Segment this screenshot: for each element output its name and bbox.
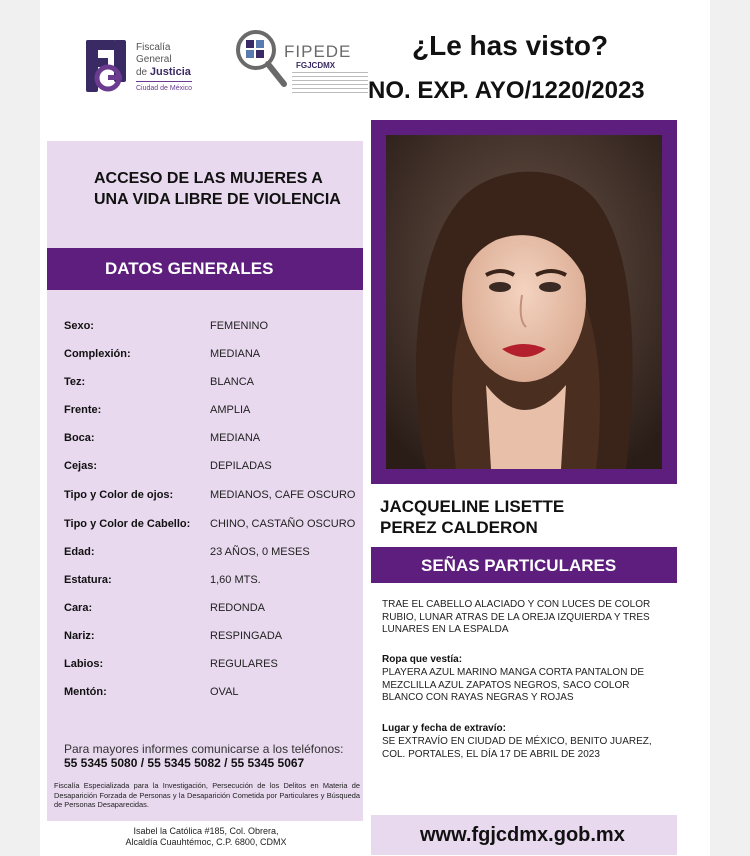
legal-text: Fiscalía Especializada para la Investigación, Persecución de los Delitos en Materia de Desaparición Forzada de Personas y la Desaparición Cometida por Particulares y Búsqueda de Personas Desaparecidas. bbox=[54, 781, 360, 809]
field-label: Labios: bbox=[64, 658, 104, 670]
fgj-logo-text bbox=[136, 42, 192, 95]
field-row bbox=[64, 574, 364, 590]
field-row bbox=[64, 404, 364, 420]
field-row bbox=[64, 489, 364, 505]
field-value: 1,60 MTS. bbox=[210, 574, 261, 586]
general-data-title: DATOS GENERALES bbox=[105, 259, 274, 278]
fgj-emblem-icon bbox=[84, 38, 130, 94]
field-value: BLANCA bbox=[210, 376, 255, 388]
field-label: Sexo: bbox=[64, 320, 94, 332]
field-row bbox=[64, 320, 364, 336]
field-label: Cara: bbox=[64, 602, 93, 614]
field-label: Edad: bbox=[64, 546, 95, 558]
field-row bbox=[64, 658, 364, 674]
field-label: Nariz: bbox=[64, 630, 95, 642]
person-name bbox=[380, 496, 564, 538]
field-row bbox=[64, 630, 364, 646]
distinctive-marks-text: TRAE EL CABELLO ALACIADO Y CON LUCES DE COLOR RUBIO, LUNAR ATRAS DE LA OREJA IZQUIERDA Y TRES LUNARES EN LA ESPALDA bbox=[382, 599, 651, 635]
field-row bbox=[64, 432, 364, 448]
field-value: CHINO, CASTAÑO OSCURO bbox=[210, 518, 356, 530]
field-row bbox=[64, 460, 364, 476]
field-label: Tipo y Color de Cabello: bbox=[64, 518, 191, 530]
field-label: Tez: bbox=[64, 376, 86, 388]
field-row bbox=[64, 376, 364, 392]
field-label: Cejas: bbox=[64, 460, 98, 472]
address bbox=[76, 826, 336, 848]
field-value: MEDIANA bbox=[210, 348, 261, 360]
field-value: AMPLIA bbox=[210, 404, 251, 416]
distinctive-marks-title: SEÑAS PARTICULARES bbox=[421, 556, 617, 575]
field-label: Frente: bbox=[64, 404, 102, 416]
field-row bbox=[64, 686, 364, 702]
distinctive-marks-header bbox=[371, 547, 677, 583]
fipede-fine-print bbox=[292, 72, 368, 94]
page-margin-right bbox=[710, 0, 750, 856]
field-value: REGULARES bbox=[210, 658, 278, 670]
general-data-panel bbox=[47, 141, 363, 821]
website-url[interactable]: www.fgjcdmx.gob.mx bbox=[420, 824, 625, 846]
field-label: Tipo y Color de ojos: bbox=[64, 489, 174, 501]
field-label: Mentón: bbox=[64, 686, 107, 698]
field-value: FEMENINO bbox=[210, 320, 269, 332]
field-row bbox=[64, 518, 364, 534]
fgj-logo-line3-prefix: de bbox=[136, 67, 148, 78]
place-text: SE EXTRAVÍO EN CIUDAD DE MÉXICO, BENITO JUAREZ, COL. PORTALES, EL DÍA 17 DE ABRIL DE 2023 bbox=[382, 736, 652, 760]
field-row bbox=[64, 546, 364, 562]
field-row bbox=[64, 602, 364, 618]
person-photo bbox=[386, 135, 662, 469]
field-label: Boca: bbox=[64, 432, 95, 444]
person-name-line1: JACQUELINE LISETTE bbox=[380, 497, 565, 516]
contact-text: Para mayores informes comunicarse a los teléfonos: bbox=[64, 742, 344, 756]
clothing-title: Ropa que vestía: bbox=[382, 654, 463, 665]
page-margin-left bbox=[0, 0, 40, 856]
field-value: MEDIANOS, CAFE OSCURO bbox=[210, 489, 356, 501]
fipede-logo bbox=[232, 28, 372, 98]
magnifier-icon bbox=[232, 28, 292, 98]
field-label: Complexión: bbox=[64, 348, 131, 360]
fipede-logo-sub: FGJCDMX bbox=[296, 61, 336, 70]
fgj-logo-line4: Ciudad de México bbox=[136, 81, 192, 95]
fgj-logo bbox=[84, 38, 216, 98]
field-label: Estatura: bbox=[64, 574, 112, 586]
fipede-logo-name: FIPEDE bbox=[284, 42, 352, 61]
portrait-illustration bbox=[386, 135, 662, 469]
phone-numbers: 55 5345 5080 / 55 5345 5082 / 55 5345 5067 bbox=[64, 756, 305, 770]
fgj-logo-line2: General bbox=[136, 54, 172, 65]
field-row bbox=[64, 348, 364, 364]
field-value: OVAL bbox=[210, 686, 239, 698]
fgj-logo-line3 bbox=[136, 66, 192, 79]
person-name-line2: PEREZ CALDERON bbox=[380, 518, 538, 537]
field-value: DEPILADAS bbox=[210, 460, 272, 472]
fgj-logo-line1: Fiscalía bbox=[136, 42, 171, 53]
place-title: Lugar y fecha de extravío: bbox=[382, 723, 506, 734]
fgj-logo-line3-bold: Justicia bbox=[149, 66, 191, 78]
address-line2: Alcaldía Cuauhtémoc, C.P. 6800, CDMX bbox=[125, 837, 287, 847]
address-line1: Isabel la Católica #185, Col. Obrera, bbox=[133, 826, 279, 836]
program-title: ACCESO DE LAS MUJERES A UNA VIDA LIBRE DE VIOLENCIA bbox=[94, 170, 341, 208]
clothing-text: PLAYERA AZUL MARINO MANGA CORTA PANTALON DE MEZCLILLA AZUL ZAPATOS NEGROS, SACO COLOR BLANCO CON RAYAS NEGRAS Y ROJAS bbox=[382, 667, 645, 703]
field-value: 23 AÑOS, 0 MESES bbox=[210, 546, 310, 558]
field-value: REDONDA bbox=[210, 602, 266, 614]
headline: ¿Le has visto? bbox=[412, 30, 609, 61]
field-value: MEDIANA bbox=[210, 432, 261, 444]
expedient-number: NO. EXP. AYO/1220/2023 bbox=[368, 77, 645, 104]
general-data-header bbox=[47, 248, 363, 290]
field-value: RESPINGADA bbox=[210, 630, 283, 642]
